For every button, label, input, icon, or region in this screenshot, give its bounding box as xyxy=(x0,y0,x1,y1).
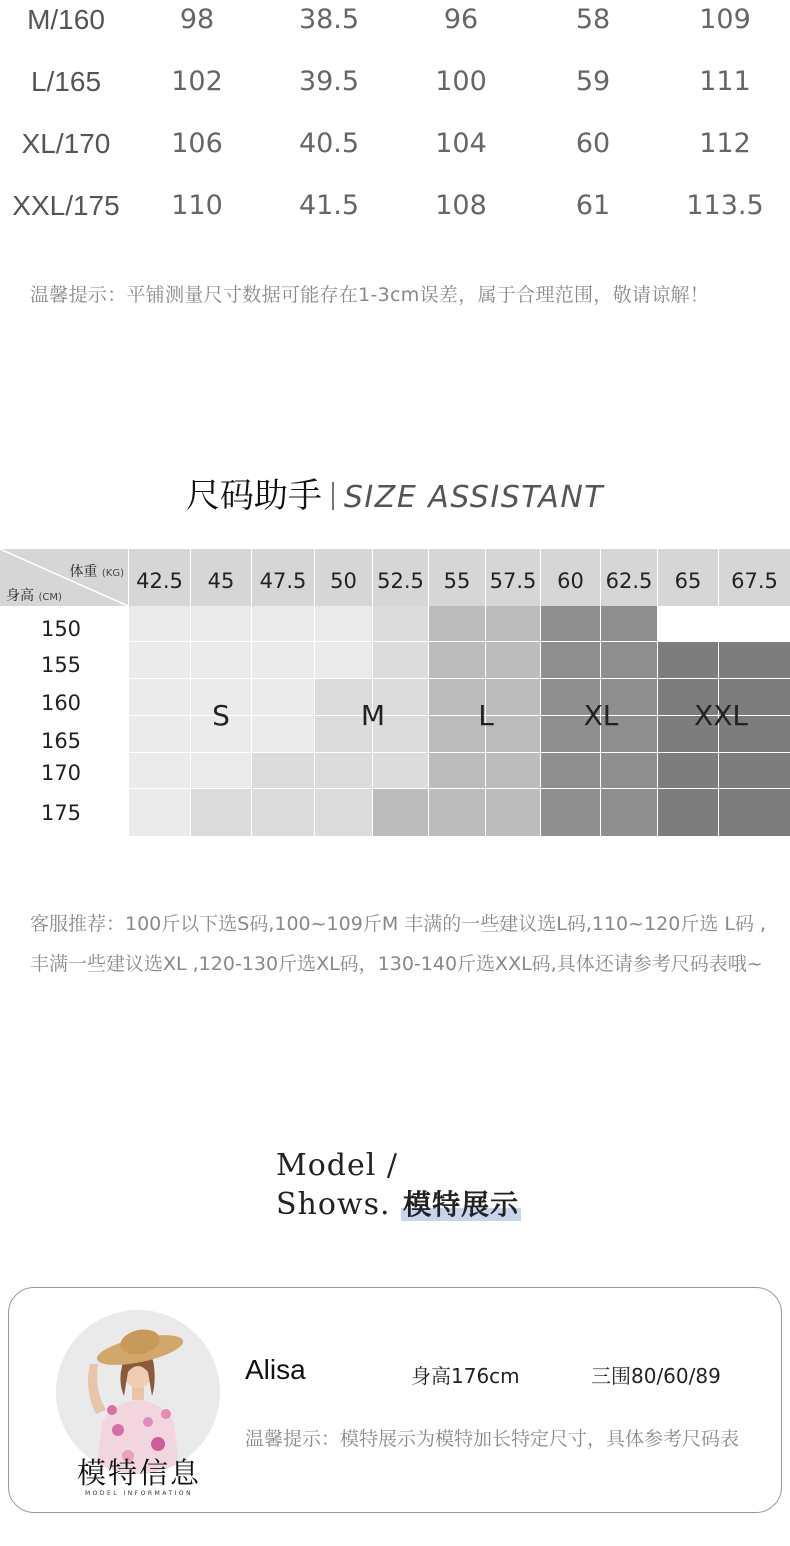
grid-corner-header xyxy=(0,549,128,606)
size-assistant-title-cn: 尺码助手 xyxy=(185,476,322,516)
measurement-value: 39.5 xyxy=(298,66,360,97)
size-grid-cell xyxy=(372,642,428,679)
size-grid-cell xyxy=(718,642,790,679)
size-zone-label: L xyxy=(478,699,494,732)
measurement-row xyxy=(0,124,790,186)
size-grid-cell xyxy=(251,789,314,837)
size-label: L/165 xyxy=(30,66,102,97)
measurement-value: 98 xyxy=(179,4,215,35)
weight-column-header: 55 xyxy=(428,549,485,606)
size-grid-cell xyxy=(372,606,428,642)
measurement-value: 61 xyxy=(575,190,611,221)
size-zone-label: XL xyxy=(583,699,619,732)
size-grid-cell xyxy=(314,642,372,679)
weight-column-header: 52.5 xyxy=(372,549,428,606)
weight-column-header: 47.5 xyxy=(251,549,314,606)
measurement-value: 108 xyxy=(435,190,487,221)
weight-unit: (KG) xyxy=(101,568,124,579)
weight-column-header: 50 xyxy=(314,549,372,606)
size-grid-cell xyxy=(600,753,657,789)
size-grid-cell xyxy=(128,606,190,642)
size-grid-cell xyxy=(190,606,251,642)
size-grid-cell xyxy=(540,642,600,679)
title-divider xyxy=(332,482,334,510)
size-assistant-title xyxy=(0,468,790,517)
size-grid-cell xyxy=(128,753,190,789)
size-grid-cell xyxy=(428,789,485,837)
height-row-header: 160 xyxy=(40,691,82,715)
measurement-tip: 温馨提示：平铺测量尺寸数据可能存在1-3cm误差，属于合理范围，敬请谅解！ xyxy=(30,284,710,306)
measurement-value: 109 xyxy=(699,4,751,35)
size-grid-cell xyxy=(128,642,190,679)
measurement-value: 96 xyxy=(443,4,479,35)
height-unit: (CM) xyxy=(38,592,62,603)
measurement-value: 104 xyxy=(435,128,487,159)
size-assistant-grid xyxy=(0,549,790,839)
model-info-card xyxy=(8,1287,782,1513)
weight-column-header: 62.5 xyxy=(600,549,657,606)
model-illustration xyxy=(56,1310,220,1474)
size-grid-cell xyxy=(372,789,428,837)
measurement-value: 41.5 xyxy=(298,190,360,221)
model-name: Alisa xyxy=(245,1354,306,1385)
service-tip-line-1: 客服推荐：100斤以下选S码,100~109斤M 丰满的一些建议选L码,110~120斤选 L码 , xyxy=(30,913,767,935)
model-shows-heading xyxy=(276,1148,521,1223)
size-grid-cell xyxy=(314,753,372,789)
size-zone-label: M xyxy=(360,699,386,732)
size-label: XXL/175 xyxy=(12,190,120,221)
measurement-value: 110 xyxy=(171,190,223,221)
measurement-value: 60 xyxy=(575,128,611,159)
height-label: 身高 xyxy=(6,588,34,604)
model-heading-line-1: Model / xyxy=(276,1148,398,1183)
size-grid-cell xyxy=(540,789,600,837)
size-grid-cell xyxy=(540,606,600,642)
measurement-value: 113.5 xyxy=(686,190,764,221)
size-label: M/160 xyxy=(27,4,105,35)
height-row-header: 165 xyxy=(40,729,82,753)
measurement-value: 100 xyxy=(435,66,487,97)
size-grid-cell xyxy=(190,642,251,679)
weight-column-header: 57.5 xyxy=(485,549,540,606)
weight-label: 体重 xyxy=(69,564,98,580)
measurement-value: 112 xyxy=(699,128,751,159)
measurement-value: 111 xyxy=(699,66,751,97)
weight-column-header: 42.5 xyxy=(128,549,190,606)
size-zone-label: S xyxy=(212,699,230,732)
size-grid-cell xyxy=(128,789,190,837)
weight-column-header: 67.5 xyxy=(718,549,790,606)
measurement-value: 38.5 xyxy=(298,4,360,35)
size-grid-cell xyxy=(485,606,540,642)
weight-column-header: 45 xyxy=(190,549,251,606)
measurement-row xyxy=(0,0,790,62)
model-height: 身高176cm xyxy=(411,1364,520,1388)
size-grid-cell xyxy=(251,753,314,789)
model-measurements: 三围80/60/89 xyxy=(591,1364,721,1388)
size-grid-cell xyxy=(485,642,540,679)
measurement-value: 59 xyxy=(575,66,611,97)
measurement-value: 106 xyxy=(171,128,223,159)
model-tip: 温馨提示：模特展示为模特加长特定尺寸，具体参考尺码表 xyxy=(245,1428,740,1450)
size-grid-cell xyxy=(657,789,718,837)
size-grid-cell xyxy=(485,753,540,789)
size-grid-cell xyxy=(540,753,600,789)
size-grid-cell xyxy=(314,789,372,837)
measurement-value: 40.5 xyxy=(298,128,360,159)
size-grid-cell xyxy=(190,789,251,837)
size-grid-cell xyxy=(251,606,314,642)
size-grid-cell xyxy=(600,789,657,837)
weight-column-header: 60 xyxy=(540,549,600,606)
model-photo xyxy=(56,1310,220,1474)
model-heading-en: Shows. xyxy=(276,1187,391,1222)
measurement-row xyxy=(0,62,790,124)
measurement-row xyxy=(0,186,790,248)
size-grid-cell xyxy=(600,606,657,642)
size-grid-cell xyxy=(600,642,657,679)
size-grid-cell xyxy=(314,606,372,642)
size-grid-cell xyxy=(718,753,790,789)
model-heading-line-2 xyxy=(276,1183,521,1223)
size-grid-cell xyxy=(718,789,790,837)
measurement-value: 58 xyxy=(575,4,611,35)
weight-axis-label xyxy=(69,561,124,581)
size-grid-cell xyxy=(428,606,485,642)
height-axis-label xyxy=(6,585,62,605)
size-grid-cell xyxy=(372,753,428,789)
model-heading-cn: 模特展示 xyxy=(403,1188,520,1221)
size-assistant-title-en: SIZE ASSISTANT xyxy=(343,480,605,515)
size-grid-cell xyxy=(428,642,485,679)
size-label: XL/170 xyxy=(21,128,111,159)
model-info-title-cn: 模特信息 xyxy=(76,1456,201,1490)
model-info-title-en: MODEL INFORMATION xyxy=(84,1490,194,1497)
size-grid-cell xyxy=(190,753,251,789)
weight-column-header: 65 xyxy=(657,549,718,606)
service-tip-line-2: 丰满一些建议选XL ,120-130斤选XL码，130-140斤选XXL码,具体还请参考尺码表哦~ xyxy=(30,953,763,975)
size-zone-label: XXL xyxy=(694,699,748,732)
height-row-header: 175 xyxy=(40,801,82,825)
measurement-value: 102 xyxy=(171,66,223,97)
size-grid-cell xyxy=(251,642,314,679)
height-row-header: 170 xyxy=(40,761,82,785)
size-grid-cell xyxy=(485,789,540,837)
size-grid-cell xyxy=(657,753,718,789)
height-row-header: 150 xyxy=(40,617,82,641)
height-row-header: 155 xyxy=(40,653,82,677)
size-grid-cell xyxy=(428,753,485,789)
size-grid-cell xyxy=(657,642,718,679)
